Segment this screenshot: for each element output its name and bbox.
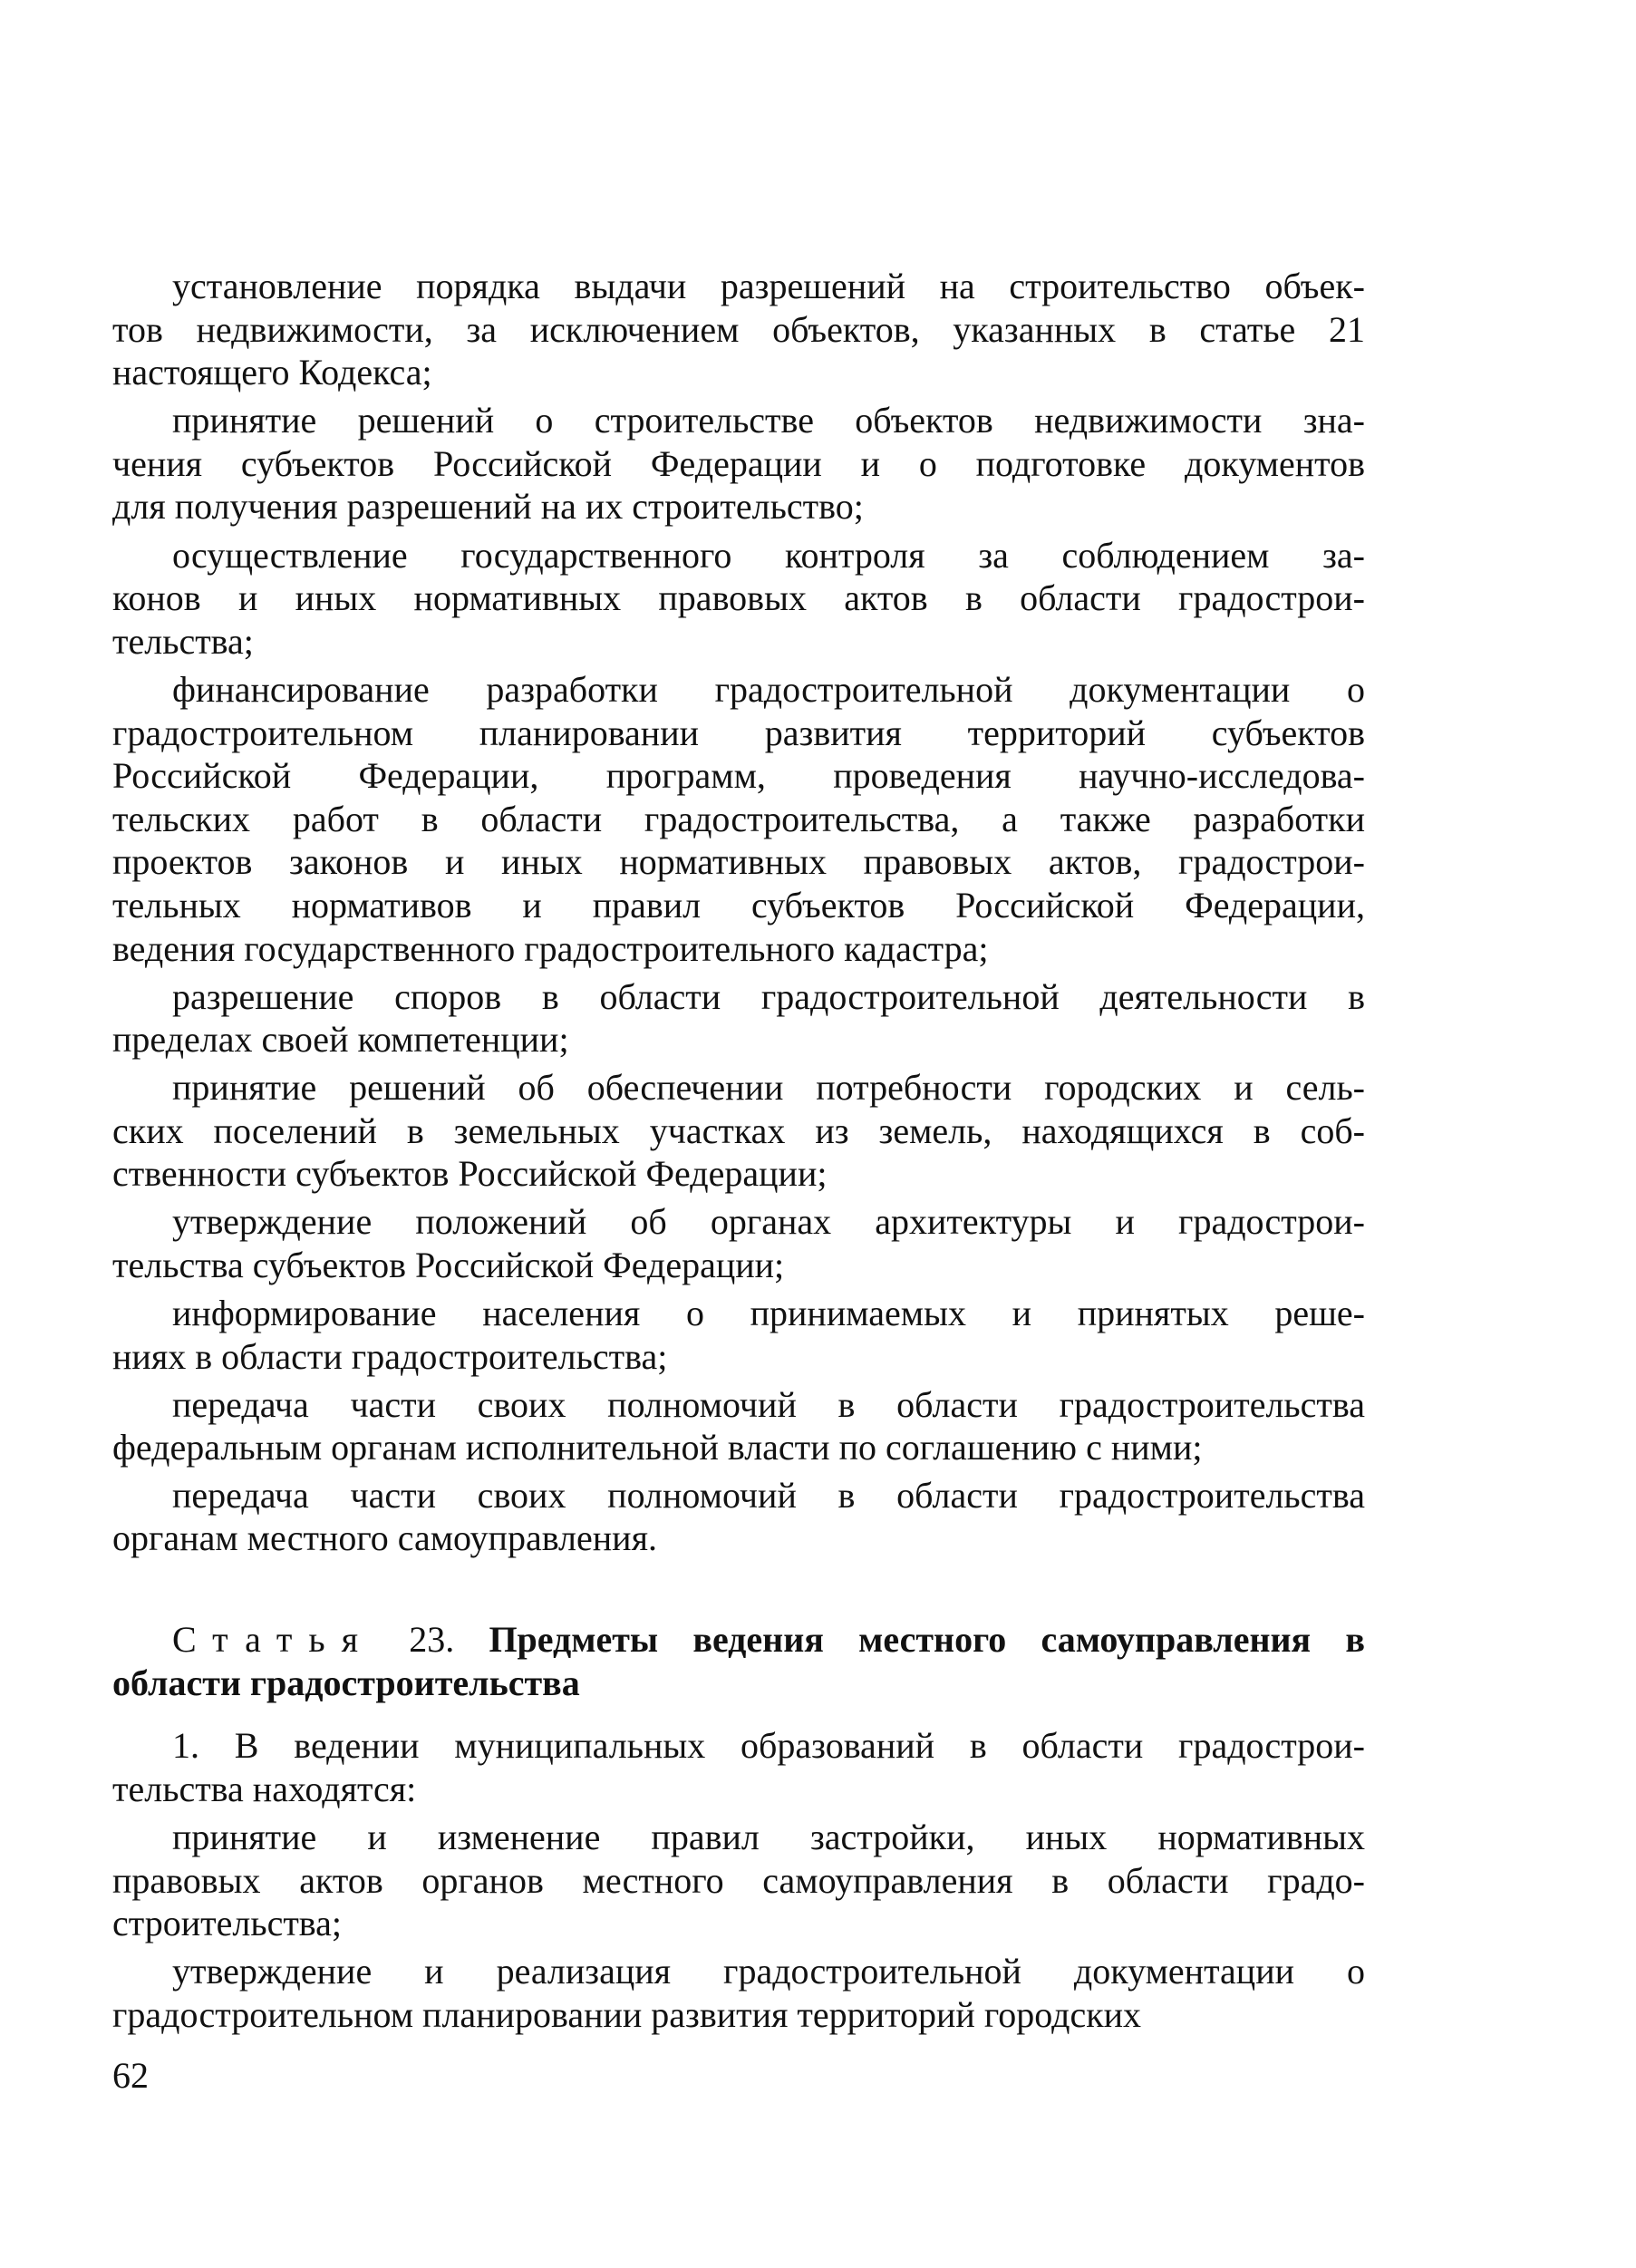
text-line: тельских работ в области градостроительства, а также разработки	[112, 799, 1365, 839]
text-line: ских поселений в земельных участках из земель, находящихся в соб-	[112, 1110, 1365, 1151]
text-line: принятие решений об обеспечении потребности городских и сель-	[172, 1067, 1365, 1108]
text-line: федеральным органам исполнительной власти по соглашению с ними;	[112, 1427, 1203, 1468]
text-line: настоящего Кодекса;	[112, 352, 432, 393]
text-line: 1. В ведении муниципальных образований в области градострои-	[172, 1725, 1365, 1766]
text-line: утверждение и реализация градостроительной документации о	[172, 1951, 1365, 1992]
text-line: принятие решений о строительстве объектов недвижимости зна-	[172, 400, 1365, 441]
text-line: ниях в области градостроительства;	[112, 1336, 668, 1377]
text-line: разрешение споров в области градостроительной деятельности в	[172, 976, 1365, 1017]
text-line: финансирование разработки градостроительной документации о	[172, 669, 1365, 710]
text-line: ведения государственного градостроительного кадастра;	[112, 928, 989, 969]
text-line: информирование населения о принимаемых и принятых реше-	[172, 1293, 1365, 1333]
article-title-line-2: области градостроительства	[112, 1662, 580, 1703]
text-line: строительства;	[112, 1903, 343, 1943]
text-line: градостроительном планировании развития территорий городских	[112, 1994, 1142, 2035]
page-number: 62	[112, 2055, 149, 2096]
text-line: передача части своих полномочий в области градостроительства	[172, 1384, 1365, 1425]
text-line: конов и иных нормативных правовых актов в области градострои-	[112, 577, 1365, 618]
text-line: органам местного самоуправления.	[112, 1517, 657, 1558]
text-line: ственности субъектов Российской Федерации;	[112, 1153, 828, 1194]
text-line: Российской Федерации, программ, проведения научно-исследова-	[112, 755, 1365, 796]
text-line: тельства находятся:	[112, 1769, 417, 1809]
article-number: 23.	[409, 1619, 455, 1660]
text-line: правовых актов органов местного самоуправления в области градо-	[112, 1860, 1365, 1901]
text-line: чения субъектов Российской Федерации и о подготовке документов	[112, 443, 1365, 484]
text-line: тельных нормативов и правил субъектов Российской Федерации,	[112, 885, 1365, 926]
text-line: принятие и изменение правил застройки, иных нормативных	[172, 1817, 1365, 1857]
text-line: пределах своей компетенции;	[112, 1019, 569, 1060]
article-heading	[172, 1619, 1366, 1660]
text-line: утверждение положений об органах архитектуры и градострои-	[172, 1201, 1365, 1242]
article-label: Статья	[172, 1619, 374, 1660]
text-line: тов недвижимости, за исключением объектов, указанных в статье 21	[112, 309, 1365, 350]
text-line: тельства субъектов Российской Федерации;	[112, 1245, 785, 1285]
text-line: осуществление государственного контроля за соблюдением за-	[172, 535, 1365, 576]
text-line: установление порядка выдачи разрешений на строительство объек-	[172, 266, 1365, 306]
text-line: проектов законов и иных нормативных правовых актов, градострои-	[112, 841, 1365, 882]
text-line: тельства;	[112, 621, 254, 662]
text-line: передача части своих полномочий в области градостроительства	[172, 1475, 1365, 1516]
text-line: для получения разрешений на их строительство;	[112, 486, 864, 527]
article-title-line-1: Предметы ведения местного самоуправления в	[489, 1619, 1366, 1660]
text-line: градостроительном планировании развития территорий субъектов	[112, 712, 1365, 753]
